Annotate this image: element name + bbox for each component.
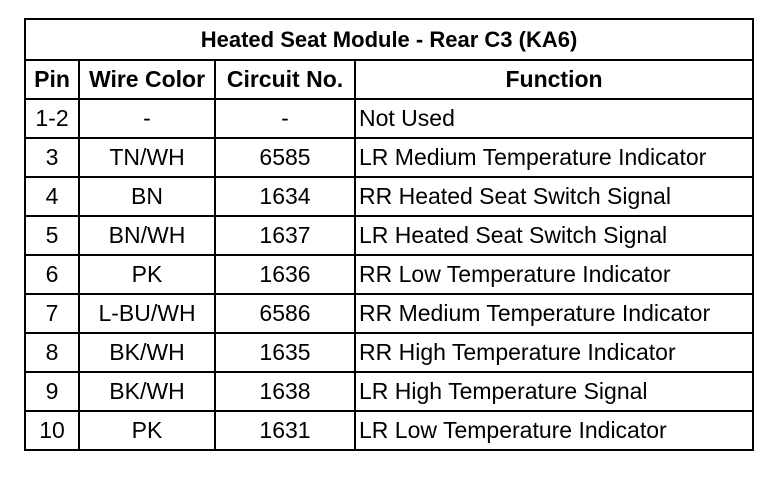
wire-color-cell: BN/WH [79,216,215,255]
column-header-function: Function [355,60,753,99]
circuit-no-cell: 1637 [215,216,355,255]
function-cell: RR Heated Seat Switch Signal [355,177,753,216]
table-header-row [25,60,753,99]
pin-cell: 10 [25,411,79,450]
table-row [25,177,753,216]
circuit-no-cell: 1634 [215,177,355,216]
table-title: Heated Seat Module - Rear C3 (KA6) [25,19,753,60]
wire-color-cell: L-BU/WH [79,294,215,333]
pin-cell: 4 [25,177,79,216]
table-row [25,138,753,177]
wire-color-cell: BK/WH [79,372,215,411]
wire-color-cell: PK [79,255,215,294]
wire-color-cell: - [79,99,215,138]
circuit-no-cell: 6586 [215,294,355,333]
table-row [25,294,753,333]
pin-cell: 5 [25,216,79,255]
column-header-circuit-no: Circuit No. [215,60,355,99]
table-row [25,216,753,255]
table-row [25,411,753,450]
function-cell: LR Medium Temperature Indicator [355,138,753,177]
column-header-wire-color: Wire Color [79,60,215,99]
pin-cell: 8 [25,333,79,372]
column-header-pin: Pin [25,60,79,99]
wire-color-cell: TN/WH [79,138,215,177]
pin-cell: 7 [25,294,79,333]
wire-color-cell: BN [79,177,215,216]
function-cell: RR High Temperature Indicator [355,333,753,372]
table-row [25,99,753,138]
pin-cell: 3 [25,138,79,177]
circuit-no-cell: - [215,99,355,138]
function-cell: RR Low Temperature Indicator [355,255,753,294]
pin-cell: 9 [25,372,79,411]
table-title-row [25,19,753,60]
circuit-no-cell: 6585 [215,138,355,177]
pin-cell: 1-2 [25,99,79,138]
wire-color-cell: BK/WH [79,333,215,372]
table-row [25,372,753,411]
circuit-no-cell: 1631 [215,411,355,450]
circuit-no-cell: 1635 [215,333,355,372]
table-row [25,255,753,294]
circuit-no-cell: 1638 [215,372,355,411]
wire-color-cell: PK [79,411,215,450]
function-cell: LR Heated Seat Switch Signal [355,216,753,255]
table-body [25,99,753,450]
circuit-no-cell: 1636 [215,255,355,294]
connector-pinout-table [24,18,754,451]
function-cell: Not Used [355,99,753,138]
pin-cell: 6 [25,255,79,294]
table-row [25,333,753,372]
function-cell: LR Low Temperature Indicator [355,411,753,450]
function-cell: LR High Temperature Signal [355,372,753,411]
function-cell: RR Medium Temperature Indicator [355,294,753,333]
